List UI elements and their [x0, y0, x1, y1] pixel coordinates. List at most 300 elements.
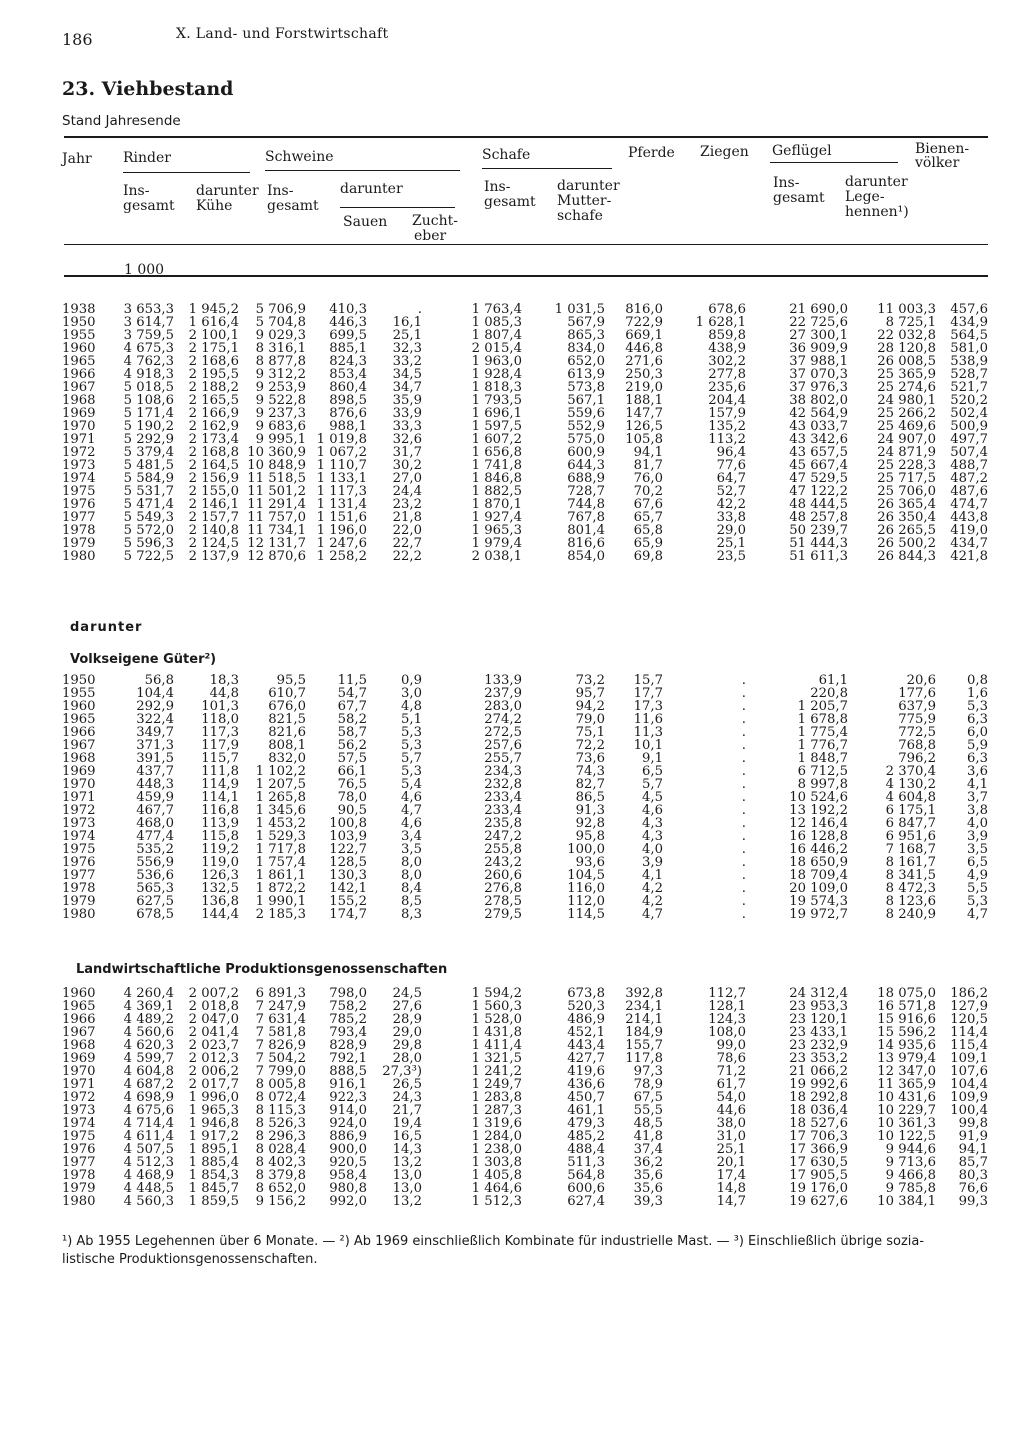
cell-rinder-kuehe: 2 140,8 [188, 523, 239, 538]
cell-ziegen: 61,7 [716, 1077, 746, 1092]
cell-year: 1970 [62, 419, 96, 434]
cell-schafe-mutterschafe: 559,6 [567, 406, 605, 421]
cell-schweine-zuchteber: 5,3 [401, 764, 422, 779]
cell-schafe-insgesamt: 1 560,3 [471, 999, 522, 1014]
cell-schweine-zuchteber: 19,4 [392, 1116, 422, 1131]
cell-schafe-mutterschafe: 79,0 [575, 712, 605, 727]
cell-schafe-mutterschafe: 419,6 [567, 1064, 605, 1079]
cell-ziegen: 44,6 [716, 1103, 746, 1118]
cell-bienenvoelker: 434,7 [950, 536, 988, 551]
cell-pferde: 3,9 [642, 855, 663, 870]
cell-rinder-kuehe: 119,2 [201, 842, 239, 857]
cell-gefluegel-insgesamt: 37 976,3 [789, 380, 848, 395]
cell-schweine-sauen: 103,9 [329, 829, 367, 844]
cell-pferde: 35,6 [633, 1168, 663, 1183]
cell-ziegen: 96,4 [716, 445, 746, 460]
cell-schafe-insgesamt: 260,6 [484, 868, 522, 883]
cell-rinder-kuehe: 2 012,3 [188, 1051, 239, 1066]
cell-rinder-insgesamt: 4 260,4 [123, 986, 174, 1001]
cell-schafe-insgesamt: 1 656,8 [471, 445, 522, 460]
cell-schafe-insgesamt: 234,3 [484, 764, 522, 779]
cell-rinder-insgesamt: 4 507,5 [123, 1142, 174, 1157]
cell-rinder-insgesamt: 5 379,4 [123, 445, 174, 460]
cell-schweine-insgesamt: 2 185,3 [255, 907, 306, 922]
cell-gefluegel-insgesamt: 1 678,8 [797, 712, 848, 727]
cell-schafe-insgesamt: 257,6 [484, 738, 522, 753]
cell-schweine-insgesamt: 1 990,1 [255, 894, 306, 909]
cell-rinder-insgesamt: 5 572,0 [123, 523, 174, 538]
cell-schafe-mutterschafe: 74,3 [575, 764, 605, 779]
cell-bienenvoelker: 502,4 [950, 406, 988, 421]
cell-gefluegel-insgesamt: 48 257,8 [789, 510, 848, 525]
cell-year: 1969 [62, 1051, 96, 1066]
cell-schweine-sauen: 922,3 [329, 1090, 367, 1105]
cell-schweine-sauen: 58,2 [337, 712, 367, 727]
cell-gefluegel-legehennen: 2 370,4 [885, 764, 936, 779]
cell-schafe-insgesamt: 1 818,3 [471, 380, 522, 395]
cell-schafe-insgesamt: 1 321,5 [471, 1051, 522, 1066]
cell-schafe-insgesamt: 1 287,3 [471, 1103, 522, 1118]
cell-year: 1966 [62, 367, 96, 382]
cell-rinder-kuehe: 2 146,1 [188, 497, 239, 512]
cell-ziegen: . [741, 868, 746, 883]
cell-gefluegel-insgesamt: 8 997,8 [797, 777, 848, 792]
cell-year: 1960 [62, 341, 96, 356]
cell-ziegen: 31,0 [716, 1129, 746, 1144]
col-schafe-ins: Ins- [484, 179, 511, 195]
cell-gefluegel-legehennen: 7 168,7 [885, 842, 936, 857]
cell-rinder-insgesamt: 5 584,9 [123, 471, 174, 486]
cell-schweine-sauen: 824,3 [329, 354, 367, 369]
cell-schafe-mutterschafe: 600,9 [567, 445, 605, 460]
cell-rinder-kuehe: 1 859,5 [188, 1194, 239, 1209]
cell-schafe-mutterschafe: 520,3 [567, 999, 605, 1014]
cell-bienenvoelker: 4,7 [967, 907, 988, 922]
cell-rinder-kuehe: 1 965,3 [188, 1103, 239, 1118]
cell-schweine-insgesamt: 8 526,3 [255, 1116, 306, 1131]
cell-ziegen: 124,3 [708, 1012, 746, 1027]
cell-bienenvoelker: 564,5 [950, 328, 988, 343]
cell-year: 1970 [62, 777, 96, 792]
cell-rinder-insgesamt: 4 620,3 [123, 1038, 174, 1053]
cell-bienenvoelker: 5,9 [967, 738, 988, 753]
cell-pferde: 10,1 [633, 738, 663, 753]
cell-schafe-insgesamt: 2 038,1 [471, 549, 522, 564]
cell-gefluegel-insgesamt: 24 312,4 [789, 986, 848, 1001]
cell-rinder-insgesamt: 5 292,9 [123, 432, 174, 447]
cell-bienenvoelker: 107,6 [950, 1064, 988, 1079]
cell-pferde: 36,2 [633, 1155, 663, 1170]
cell-gefluegel-legehennen: 25 717,5 [877, 471, 936, 486]
cell-rinder-insgesamt: 4 611,4 [123, 1129, 174, 1144]
cell-bienenvoelker: 488,7 [950, 458, 988, 473]
chapter-title: X. Land- und Forstwirtschaft [176, 26, 389, 42]
cell-bienenvoelker: 421,8 [950, 549, 988, 564]
cell-rinder-kuehe: 1 917,2 [188, 1129, 239, 1144]
cell-year: 1978 [62, 1168, 96, 1183]
cell-rinder-kuehe: 117,3 [201, 725, 239, 740]
col-gefl-ins: Ins- [773, 175, 800, 191]
cell-schweine-insgesamt: 1 529,3 [255, 829, 306, 844]
cell-ziegen: 99,0 [716, 1038, 746, 1053]
cell-rinder-kuehe: 136,8 [201, 894, 239, 909]
cell-schafe-mutterschafe: 564,8 [567, 1168, 605, 1183]
cell-schweine-insgesamt: 7 826,9 [255, 1038, 306, 1053]
cell-year: 1971 [62, 1077, 96, 1092]
cell-ziegen: 17,4 [716, 1168, 746, 1183]
cell-schweine-sauen: 885,1 [329, 341, 367, 356]
cell-gefluegel-legehennen: 177,6 [898, 686, 936, 701]
cell-gefluegel-insgesamt: 1 205,7 [797, 699, 848, 714]
cell-bienenvoelker: 104,4 [950, 1077, 988, 1092]
cell-gefluegel-legehennen: 24 907,0 [877, 432, 936, 447]
cell-gefluegel-insgesamt: 13 192,2 [789, 803, 848, 818]
cell-schweine-zuchteber: 24,3 [392, 1090, 422, 1105]
cell-ziegen: 29,0 [716, 523, 746, 538]
cell-bienenvoelker: 507,4 [950, 445, 988, 460]
col-schafe-darunter: darunter [557, 178, 620, 194]
cell-ziegen: 302,2 [708, 354, 746, 369]
cell-schafe-insgesamt: 232,8 [484, 777, 522, 792]
col-schafe-gesamt: gesamt [484, 194, 536, 210]
cell-bienenvoelker: 457,6 [950, 302, 988, 317]
cell-schafe-mutterschafe: 92,8 [575, 816, 605, 831]
cell-rinder-kuehe: 101,3 [201, 699, 239, 714]
footnote-line-1: ¹) Ab 1955 Legehennen über 6 Monate. — ²) Ab 1969 einschließlich Kombinate für industrielle Mast. — ³) Einschließlich übrige sozia- [62, 1234, 925, 1249]
cell-ziegen: 157,9 [708, 406, 746, 421]
cell-bienenvoelker: 487,2 [950, 471, 988, 486]
cell-schweine-zuchteber: 29,0 [392, 1025, 422, 1040]
cell-bienenvoelker: 186,2 [950, 986, 988, 1001]
cell-schweine-zuchteber: 3,0 [401, 686, 422, 701]
cell-schweine-insgesamt: 610,7 [268, 686, 306, 701]
cell-year: 1972 [62, 1090, 96, 1105]
cell-gefluegel-insgesamt: 10 524,6 [789, 790, 848, 805]
cell-schweine-sauen: 1 133,1 [316, 471, 367, 486]
schweine-darunter-rule [340, 207, 455, 208]
cell-gefluegel-insgesamt: 43 033,7 [789, 419, 848, 434]
cell-gefluegel-insgesamt: 42 564,9 [789, 406, 848, 421]
cell-schweine-sauen: 128,5 [329, 855, 367, 870]
cell-schweine-zuchteber: 22,2 [392, 549, 422, 564]
cell-pferde: 67,6 [633, 497, 663, 512]
cell-year: 1979 [62, 1181, 96, 1196]
cell-schafe-mutterschafe: 627,4 [567, 1194, 605, 1209]
col-rinder-gesamt: gesamt [123, 198, 175, 214]
cell-rinder-kuehe: 115,8 [201, 829, 239, 844]
cell-schafe-mutterschafe: 1 031,5 [554, 302, 605, 317]
cell-year: 1969 [62, 406, 96, 421]
gefluegel-rule [770, 162, 898, 163]
cell-bienenvoelker: 5,3 [967, 894, 988, 909]
cell-schweine-zuchteber: 28,9 [392, 1012, 422, 1027]
cell-schweine-sauen: 1 110,7 [316, 458, 367, 473]
cell-schweine-sauen: 898,5 [329, 393, 367, 408]
cell-pferde: 65,8 [633, 523, 663, 538]
cell-rinder-insgesamt: 4 369,1 [123, 999, 174, 1014]
cell-ziegen: 277,8 [708, 367, 746, 382]
cell-year: 1955 [62, 328, 96, 343]
cell-schweine-insgesamt: 1 861,1 [255, 868, 306, 883]
cell-gefluegel-insgesamt: 47 529,5 [789, 471, 848, 486]
cell-rinder-insgesamt: 349,7 [136, 725, 174, 740]
cell-rinder-insgesamt: 4 918,3 [123, 367, 174, 382]
cell-schweine-insgesamt: 11 501,2 [247, 484, 306, 499]
cell-schafe-insgesamt: 1 431,8 [471, 1025, 522, 1040]
cell-bienenvoelker: 6,0 [967, 725, 988, 740]
cell-rinder-insgesamt: 5 018,5 [123, 380, 174, 395]
cell-year: 1965 [62, 354, 96, 369]
cell-year: 1978 [62, 881, 96, 896]
cell-gefluegel-legehennen: 9 785,8 [885, 1181, 936, 1196]
cell-schweine-insgesamt: 1 757,4 [255, 855, 306, 870]
veg-table [62, 674, 988, 921]
cell-schweine-insgesamt: 95,5 [276, 673, 306, 688]
cell-pferde: 97,3 [633, 1064, 663, 1079]
cell-rinder-insgesamt: 5 471,4 [123, 497, 174, 512]
cell-ziegen: 235,6 [708, 380, 746, 395]
cell-gefluegel-legehennen: 768,8 [898, 738, 936, 753]
cell-ziegen: 64,7 [716, 471, 746, 486]
cell-schafe-insgesamt: 255,8 [484, 842, 522, 857]
cell-ziegen: 438,9 [708, 341, 746, 356]
cell-rinder-kuehe: 2 047,0 [188, 1012, 239, 1027]
cell-gefluegel-insgesamt: 19 992,6 [789, 1077, 848, 1092]
cell-schafe-mutterschafe: 600,6 [567, 1181, 605, 1196]
cell-schweine-zuchteber: 0,9 [401, 673, 422, 688]
cell-schafe-insgesamt: 1 528,0 [471, 1012, 522, 1027]
cell-bienenvoelker: 520,2 [950, 393, 988, 408]
cell-schafe-mutterschafe: 854,0 [567, 549, 605, 564]
cell-ziegen: 112,7 [708, 986, 746, 1001]
col-gefluegel: Geflügel [772, 143, 832, 159]
cell-pferde: 147,7 [625, 406, 663, 421]
cell-ziegen: 20,1 [716, 1155, 746, 1170]
cell-schafe-insgesamt: 1 870,1 [471, 497, 522, 512]
cell-schafe-insgesamt: 1 696,1 [471, 406, 522, 421]
cell-rinder-kuehe: 18,3 [209, 673, 239, 688]
cell-gefluegel-insgesamt: 22 725,6 [789, 315, 848, 330]
cell-schafe-insgesamt: 274,2 [484, 712, 522, 727]
cell-bienenvoelker: 6,5 [967, 855, 988, 870]
col-gefl-gesamt: gesamt [773, 190, 825, 206]
cell-schweine-sauen: 916,1 [329, 1077, 367, 1092]
cell-pferde: 65,7 [633, 510, 663, 525]
cell-ziegen: . [741, 738, 746, 753]
cell-schweine-insgesamt: 832,0 [268, 751, 306, 766]
cell-pferde: 155,7 [625, 1038, 663, 1053]
cell-gefluegel-insgesamt: 37 988,1 [789, 354, 848, 369]
section-lpg: Landwirtschaftliche Produktionsgenossenschaften [76, 962, 448, 977]
cell-schafe-insgesamt: 1 249,7 [471, 1077, 522, 1092]
cell-bienenvoelker: 3,8 [967, 803, 988, 818]
cell-bienenvoelker: 94,1 [958, 1142, 988, 1157]
cell-year: 1965 [62, 712, 96, 727]
cell-schweine-sauen: 67,7 [337, 699, 367, 714]
cell-ziegen: . [741, 855, 746, 870]
cell-bienenvoelker: 521,7 [950, 380, 988, 395]
cell-schweine-sauen: 828,9 [329, 1038, 367, 1053]
top-rule [64, 136, 988, 138]
cell-schweine-insgesamt: 1 717,8 [255, 842, 306, 857]
cell-schafe-insgesamt: 1 763,4 [471, 302, 522, 317]
cell-ziegen: 71,2 [716, 1064, 746, 1079]
cell-gefluegel-legehennen: 637,9 [898, 699, 936, 714]
cell-schweine-insgesamt: 1 265,8 [255, 790, 306, 805]
cell-schweine-sauen: 1 117,3 [316, 484, 367, 499]
cell-schafe-mutterschafe: 865,3 [567, 328, 605, 343]
cell-gefluegel-legehennen: 4 604,8 [885, 790, 936, 805]
cell-schafe-mutterschafe: 95,7 [575, 686, 605, 701]
cell-schweine-insgesamt: 6 891,3 [255, 986, 306, 1001]
col-sauen: Sauen [343, 214, 388, 230]
cell-schafe-insgesamt: 233,4 [484, 790, 522, 805]
cell-schafe-insgesamt: 1 607,2 [471, 432, 522, 447]
cell-gefluegel-legehennen: 26 008,5 [877, 354, 936, 369]
cell-schafe-mutterschafe: 116,0 [567, 881, 605, 896]
cell-schafe-mutterschafe: 114,5 [567, 907, 605, 922]
cell-year: 1967 [62, 1025, 96, 1040]
cell-gefluegel-legehennen: 20,6 [906, 673, 936, 688]
cell-gefluegel-legehennen: 775,9 [898, 712, 936, 727]
cell-ziegen: 108,0 [708, 1025, 746, 1040]
cell-bienenvoelker: 76,6 [958, 1181, 988, 1196]
cell-pferde: 17,7 [633, 686, 663, 701]
cell-gefluegel-insgesamt: 36 909,9 [789, 341, 848, 356]
cell-year: 1971 [62, 790, 96, 805]
cell-gefluegel-legehennen: 25 365,9 [877, 367, 936, 382]
col-voelker: völker [915, 155, 960, 171]
cell-bienenvoelker: 114,4 [950, 1025, 988, 1040]
cell-gefluegel-insgesamt: 23 353,2 [789, 1051, 848, 1066]
cell-pferde: 48,5 [633, 1116, 663, 1131]
cell-schweine-zuchteber: 5,7 [401, 751, 422, 766]
cell-rinder-kuehe: 115,7 [201, 751, 239, 766]
cell-schafe-mutterschafe: 485,2 [567, 1129, 605, 1144]
cell-schafe-mutterschafe: 93,6 [575, 855, 605, 870]
cell-gefluegel-legehennen: 8 472,3 [885, 881, 936, 896]
cell-pferde: 94,1 [633, 445, 663, 460]
cell-ziegen: . [741, 751, 746, 766]
cell-schweine-zuchteber: 34,7 [392, 380, 422, 395]
cell-schweine-insgesamt: 9 029,3 [255, 328, 306, 343]
cell-schweine-sauen: 1 151,6 [316, 510, 367, 525]
cell-bienenvoelker: 85,7 [958, 1155, 988, 1170]
cell-rinder-kuehe: 118,0 [201, 712, 239, 727]
cell-rinder-kuehe: 2 041,4 [188, 1025, 239, 1040]
cell-gefluegel-legehennen: 9 466,8 [885, 1168, 936, 1183]
cell-rinder-kuehe: 2 006,2 [188, 1064, 239, 1079]
cell-schweine-sauen: 100,8 [329, 816, 367, 831]
cell-gefluegel-insgesamt: 37 070,3 [789, 367, 848, 382]
cell-pferde: 4,0 [642, 842, 663, 857]
cell-schafe-mutterschafe: 834,0 [567, 341, 605, 356]
cell-bienenvoelker: 443,8 [950, 510, 988, 525]
cell-year: 1950 [62, 315, 96, 330]
cell-schweine-insgesamt: 1 345,6 [255, 803, 306, 818]
cell-ziegen: 204,4 [708, 393, 746, 408]
cell-gefluegel-legehennen: 28 120,8 [877, 341, 936, 356]
cell-schweine-sauen: 860,4 [329, 380, 367, 395]
footnote-line-2: listische Produktionsgenossenschaften. [62, 1252, 318, 1267]
cell-year: 1971 [62, 432, 96, 447]
cell-rinder-kuehe: 2 164,5 [188, 458, 239, 473]
cell-ziegen: 14,8 [716, 1181, 746, 1196]
cell-schweine-zuchteber: 8,4 [401, 881, 422, 896]
cell-pferde: 188,1 [625, 393, 663, 408]
cell-year: 1967 [62, 380, 96, 395]
cell-gefluegel-legehennen: 25 228,3 [877, 458, 936, 473]
cell-schafe-mutterschafe: 443,4 [567, 1038, 605, 1053]
cell-rinder-insgesamt: 565,3 [136, 881, 174, 896]
cell-rinder-insgesamt: 104,4 [136, 686, 174, 701]
cell-schweine-sauen: 1 247,6 [316, 536, 367, 551]
cell-bienenvoelker: 99,8 [958, 1116, 988, 1131]
cell-schafe-mutterschafe: 567,9 [567, 315, 605, 330]
cell-schweine-insgesamt: 1 453,2 [255, 816, 306, 831]
cell-rinder-insgesamt: 4 512,3 [123, 1155, 174, 1170]
col-schafe: Schafe [482, 147, 531, 163]
cell-schafe-insgesamt: 243,2 [484, 855, 522, 870]
cell-rinder-kuehe: 116,8 [201, 803, 239, 818]
cell-gefluegel-insgesamt: 1 776,7 [797, 738, 848, 753]
cell-ziegen: . [741, 842, 746, 857]
cell-year: 1968 [62, 393, 96, 408]
cell-bienenvoelker: 487,6 [950, 484, 988, 499]
cell-gefluegel-legehennen: 6 951,6 [885, 829, 936, 844]
cell-year: 1960 [62, 986, 96, 1001]
cell-pferde: 17,3 [633, 699, 663, 714]
cell-schweine-insgesamt: 11 757,0 [247, 510, 306, 525]
cell-gefluegel-legehennen: 24 871,9 [877, 445, 936, 460]
cell-schafe-mutterschafe: 801,4 [567, 523, 605, 538]
cell-schweine-zuchteber: 16,5 [392, 1129, 422, 1144]
cell-rinder-insgesamt: 4 599,7 [123, 1051, 174, 1066]
cell-pferde: 669,1 [625, 328, 663, 343]
cell-pferde: 67,5 [633, 1090, 663, 1105]
cell-bienenvoelker: 538,9 [950, 354, 988, 369]
cell-schweine-insgesamt: 7 799,0 [255, 1064, 306, 1079]
cell-rinder-kuehe: 2 166,9 [188, 406, 239, 421]
cell-rinder-kuehe: 2 156,9 [188, 471, 239, 486]
cell-schweine-zuchteber: 13,2 [392, 1194, 422, 1209]
cell-gefluegel-legehennen: 16 571,8 [877, 999, 936, 1014]
cell-bienenvoelker: 80,3 [958, 1168, 988, 1183]
cell-schweine-zuchteber: 8,0 [401, 855, 422, 870]
cell-schafe-insgesamt: 1 927,4 [471, 510, 522, 525]
cell-schweine-zuchteber: 21,8 [392, 510, 422, 525]
cell-schweine-zuchteber: 21,7 [392, 1103, 422, 1118]
cell-rinder-insgesamt: 56,8 [144, 673, 174, 688]
cell-schweine-sauen: 798,0 [329, 986, 367, 1001]
cell-gefluegel-insgesamt: 6 712,5 [797, 764, 848, 779]
cell-schafe-insgesamt: 276,8 [484, 881, 522, 896]
cell-schafe-insgesamt: 1 085,3 [471, 315, 522, 330]
cell-rinder-kuehe: 114,1 [201, 790, 239, 805]
cell-year: 1970 [62, 1064, 96, 1079]
cell-schweine-sauen: 174,7 [329, 907, 367, 922]
cell-rinder-kuehe: 2 165,5 [188, 393, 239, 408]
cell-schweine-insgesamt: 9 156,2 [255, 1194, 306, 1209]
cell-ziegen: 113,2 [708, 432, 746, 447]
cell-schafe-mutterschafe: 94,2 [575, 699, 605, 714]
cell-schweine-sauen: 785,2 [329, 1012, 367, 1027]
cell-gefluegel-insgesamt: 21 690,0 [789, 302, 848, 317]
cell-rinder-kuehe: 113,9 [201, 816, 239, 831]
cell-schweine-zuchteber: 13,0 [392, 1181, 422, 1196]
cell-ziegen: 1 628,1 [695, 315, 746, 330]
cell-rinder-insgesamt: 3 614,7 [123, 315, 174, 330]
